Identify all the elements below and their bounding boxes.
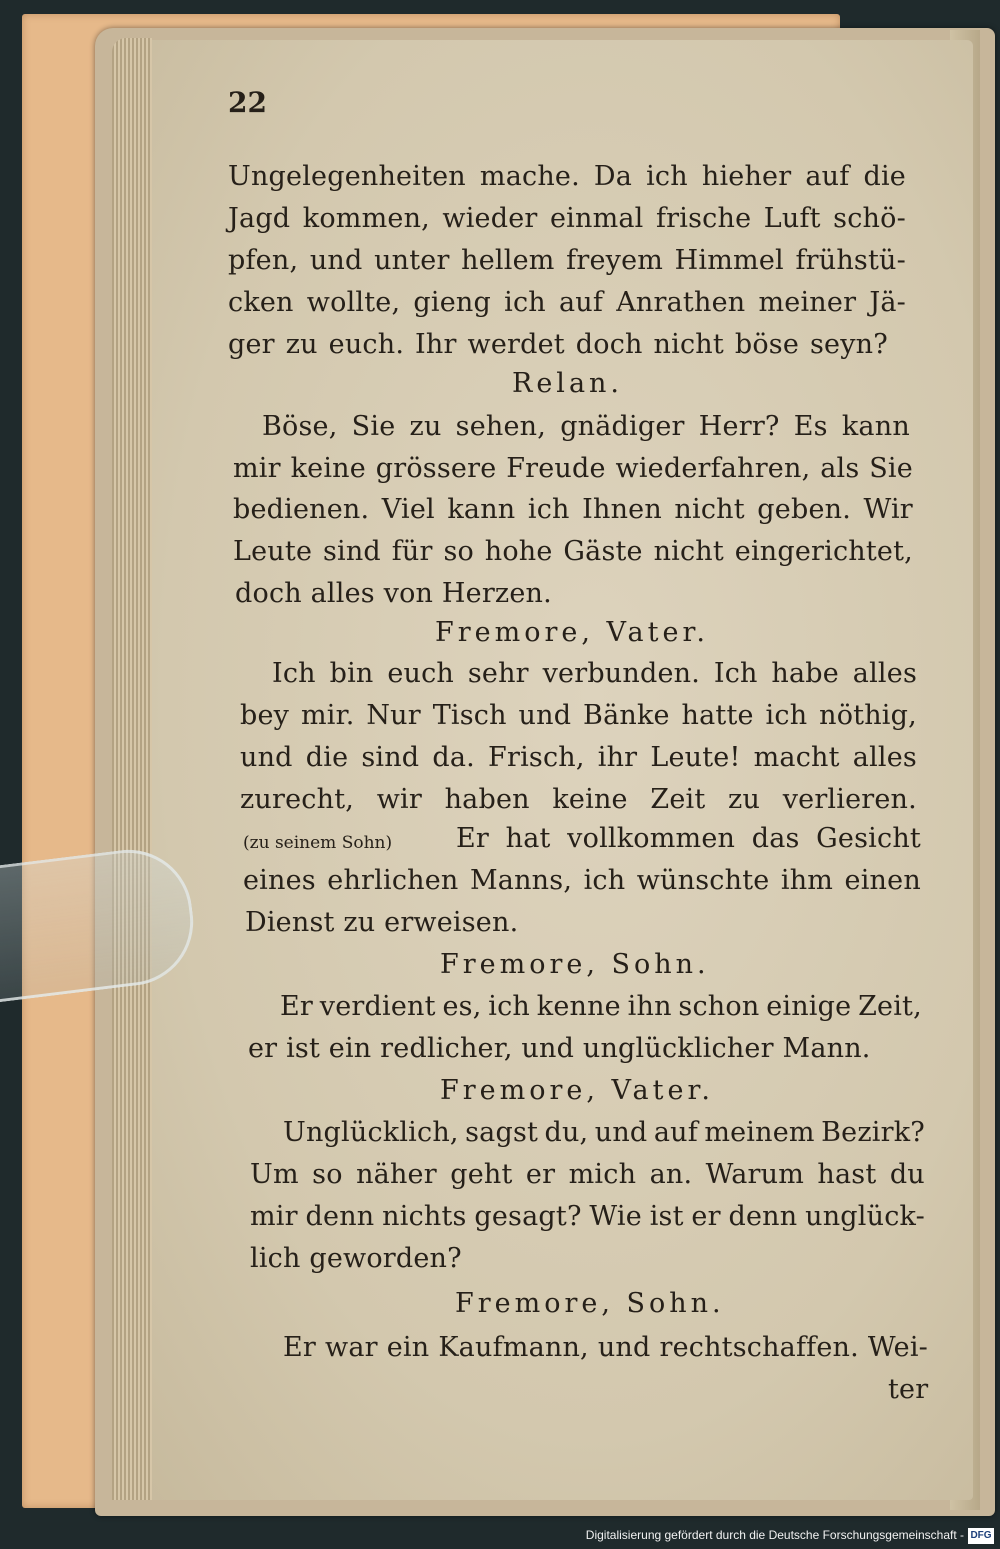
word: mache.	[479, 161, 580, 192]
word: Er	[283, 1332, 317, 1363]
word: hat	[505, 823, 551, 854]
text-line	[283, 1116, 925, 1150]
word: mir.	[300, 700, 355, 731]
word: wieder	[442, 203, 538, 234]
word: vollkommen	[567, 823, 736, 854]
word: wir	[376, 784, 422, 815]
word: ein	[386, 1332, 430, 1363]
word: keine	[290, 453, 366, 484]
word: einen	[844, 865, 921, 896]
word: kann	[841, 411, 910, 442]
text-line	[228, 286, 906, 320]
word: da.	[432, 742, 475, 773]
text-line	[250, 1158, 925, 1192]
word: die	[863, 161, 906, 192]
word: Leute	[233, 536, 313, 567]
word: Ihnen	[582, 494, 662, 525]
speaker-name: Fremore, Vater.	[440, 1075, 714, 1106]
word: Gäste	[563, 536, 643, 567]
word: Ich	[272, 658, 316, 689]
word: ich	[527, 494, 570, 525]
word: Himmel	[674, 245, 784, 276]
word: alles	[852, 658, 917, 689]
speaker-name: Fremore, Vater.	[435, 617, 709, 648]
word: hatte	[681, 700, 754, 731]
word: denn	[728, 1201, 798, 1232]
word: hieher	[701, 161, 792, 192]
word: bedienen.	[233, 494, 370, 525]
word: Anrathen	[616, 287, 746, 318]
text-line	[228, 202, 906, 236]
word: denn	[305, 1201, 375, 1232]
word: eines	[243, 865, 316, 896]
word: näher	[356, 1159, 437, 1190]
word: einige	[766, 991, 852, 1022]
word: bin	[329, 658, 374, 689]
word: mich	[568, 1159, 637, 1190]
word: freyem	[566, 245, 664, 276]
word: sehr	[467, 658, 529, 689]
word: frische	[655, 203, 752, 234]
word: Jagd	[228, 203, 291, 234]
word: euch.	[328, 329, 405, 360]
text-line: lich geworden?	[250, 1243, 462, 1274]
word: schon	[678, 991, 760, 1022]
word: Unglücklich,	[283, 1117, 459, 1148]
word: nicht	[653, 536, 724, 567]
text-line	[250, 1200, 925, 1234]
text-line	[456, 822, 921, 856]
word: hast	[817, 1159, 877, 1190]
text-line	[240, 699, 917, 733]
word: cken	[228, 287, 294, 318]
text-line	[272, 657, 917, 691]
word: Wei-	[867, 1332, 928, 1363]
digitization-credit: Digitalisierung gefördert durch die Deutsche Forschungsgemeinschaft -	[585, 1528, 964, 1542]
word: Ihr	[415, 329, 457, 360]
word: er	[525, 1159, 556, 1190]
word: auf	[805, 161, 850, 192]
text-line	[233, 493, 913, 527]
word: unglück-	[805, 1201, 925, 1232]
word: alles	[852, 742, 917, 773]
word: Da	[593, 161, 633, 192]
word: Tisch	[432, 700, 507, 731]
word: einmal	[549, 203, 644, 234]
word: Er	[280, 991, 314, 1022]
word: schö-	[833, 203, 906, 234]
word: ich	[646, 161, 688, 192]
text-line	[283, 1331, 928, 1365]
stage-direction: (zu seinem Sohn)	[243, 833, 393, 853]
word: Zeit,	[858, 991, 922, 1022]
word: eingerichtet,	[734, 536, 913, 567]
word: und	[309, 245, 363, 276]
word: Ungelegenheiten	[228, 161, 466, 192]
catchword: ter	[888, 1374, 929, 1405]
word: ehrlichen	[327, 865, 459, 896]
word: ger	[228, 329, 275, 360]
word: keine	[552, 784, 628, 815]
word: mir	[233, 453, 281, 484]
text-line	[240, 741, 917, 775]
word: Böse,	[262, 411, 338, 442]
word: pfen,	[228, 245, 299, 276]
word: Zeit	[650, 784, 706, 815]
word: rechtschaffen.	[659, 1332, 859, 1363]
word: verbunden.	[542, 658, 701, 689]
text-line: doch alles von Herzen.	[235, 578, 552, 609]
word: Manns,	[469, 865, 573, 896]
word: die	[305, 742, 349, 773]
text-line: er ist ein redlicher, und unglücklicher Mann.	[248, 1033, 871, 1064]
word: Um	[250, 1159, 299, 1190]
speaker-name: Fremore, Sohn.	[440, 949, 710, 980]
word: Wir	[863, 494, 913, 525]
word: sagst	[465, 1117, 539, 1148]
word: Warum	[705, 1159, 805, 1190]
word: hellem	[461, 245, 555, 276]
word: ich	[504, 287, 546, 318]
word: euch	[387, 658, 455, 689]
word: wünschte	[636, 865, 770, 896]
word: ich	[765, 700, 808, 731]
word: geben.	[757, 494, 851, 525]
word: Ich	[713, 658, 758, 689]
word: du,	[544, 1117, 589, 1148]
word: nicht	[653, 329, 724, 360]
text-line	[240, 783, 917, 817]
word: Leute!	[650, 742, 741, 773]
word: Kaufmann,	[438, 1332, 589, 1363]
word: seyn?	[809, 329, 888, 360]
text-line	[228, 328, 888, 362]
word: ich	[488, 991, 530, 1022]
word: sind	[361, 742, 420, 773]
word: ihm	[780, 865, 834, 896]
word: ihr	[597, 742, 638, 773]
speaker-name: Relan.	[512, 368, 624, 399]
word: mir	[250, 1201, 298, 1232]
word: böse	[734, 329, 800, 360]
word: kommen,	[302, 203, 430, 234]
text-line	[280, 990, 922, 1024]
word: auf	[653, 1117, 698, 1148]
word: so	[443, 536, 474, 567]
word: ich	[583, 865, 626, 896]
word: doch	[575, 329, 643, 360]
word: meiner	[758, 287, 857, 318]
word: verdient	[319, 991, 436, 1022]
word: Freude	[506, 453, 606, 484]
word: es,	[442, 991, 482, 1022]
word: wollte,	[306, 287, 401, 318]
word: Viel	[381, 494, 435, 525]
word: an.	[649, 1159, 693, 1190]
word: und	[518, 700, 572, 731]
word: er	[691, 1201, 721, 1232]
word: sind	[322, 536, 381, 567]
word: ihn	[627, 991, 672, 1022]
word: nöthig,	[819, 700, 917, 731]
word: geht	[450, 1159, 513, 1190]
text-line	[228, 160, 906, 194]
word: für	[391, 536, 433, 567]
word: unter	[374, 245, 450, 276]
word: kann	[447, 494, 516, 525]
word: Wie	[589, 1201, 642, 1232]
word: zu	[409, 411, 442, 442]
word: frühstü-	[795, 245, 906, 276]
word: so	[312, 1159, 343, 1190]
word: sehen,	[455, 411, 547, 442]
text-line	[243, 864, 921, 898]
word: bey	[240, 700, 290, 731]
word: Jä-	[869, 287, 906, 318]
word: hohe	[484, 536, 553, 567]
word: haben	[444, 784, 530, 815]
word: gesagt?	[474, 1201, 582, 1232]
word: und	[594, 1117, 648, 1148]
text-line	[228, 244, 906, 278]
word: zu	[728, 784, 761, 815]
word: zurecht,	[240, 784, 355, 815]
dfg-logo: DFG	[968, 1528, 994, 1544]
word: als	[820, 453, 860, 484]
word: war	[325, 1332, 378, 1363]
word: Bänke	[583, 700, 670, 731]
text-line: Dienst zu erweisen.	[245, 907, 519, 938]
text-line	[262, 410, 910, 444]
word: Gesicht	[816, 823, 921, 854]
word: Sie	[869, 453, 913, 484]
text-line	[233, 535, 913, 569]
word: Frisch,	[488, 742, 585, 773]
word: du	[889, 1159, 925, 1190]
word: verlieren.	[782, 784, 917, 815]
word: macht	[753, 742, 840, 773]
word: habe	[771, 658, 839, 689]
word: und	[597, 1332, 651, 1363]
word: auf	[559, 287, 604, 318]
word: nicht	[674, 494, 745, 525]
speaker-name: Fremore, Sohn.	[455, 1288, 725, 1319]
word: Er	[456, 823, 490, 854]
word: Bezirk?	[821, 1117, 925, 1148]
word: das	[751, 823, 800, 854]
word: ist	[649, 1201, 684, 1232]
word: gnädiger	[560, 411, 685, 442]
word: Sie	[351, 411, 396, 442]
word: kenne	[536, 991, 621, 1022]
word: wiederfahren,	[615, 453, 811, 484]
word: grössere	[375, 453, 497, 484]
page-number: 22	[228, 86, 267, 119]
word: und	[240, 742, 293, 773]
word: nichts	[382, 1201, 467, 1232]
word: meinem	[704, 1117, 815, 1148]
word: werdet	[467, 329, 565, 360]
word: Herr?	[698, 411, 780, 442]
word: gieng	[413, 287, 491, 318]
text-line	[233, 452, 913, 486]
word: zu	[285, 329, 318, 360]
word: Nur	[366, 700, 421, 731]
word: Es	[793, 411, 828, 442]
word: Luft	[763, 203, 821, 234]
